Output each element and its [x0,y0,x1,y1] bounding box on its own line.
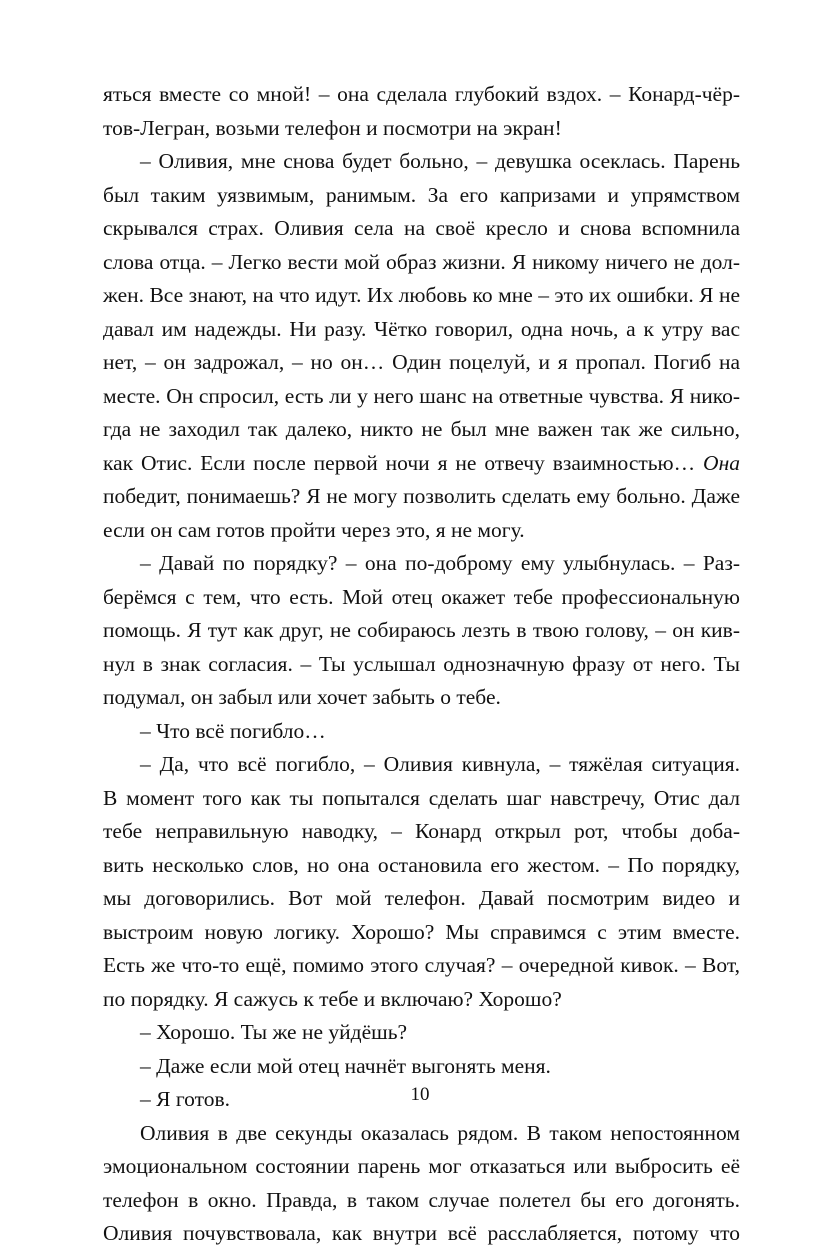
text-line-content: тов-Легран, возьми телефон и посмотри на экран! [103,115,562,140]
text-line [103,447,740,481]
text-line-content: слова отца. – Легко вести мой образ жизни. Я никому ничего не дол- [103,249,740,274]
text-line-content: нет, – он задрожал, – но он… Один поцелуй, и я пропал. Погиб на [103,350,740,374]
text-line-content: был таким уязвимым, ранимым. За его капризами и упрямством [103,182,740,207]
text-line-content: – Оливия, мне снова будет больно, – девушка осеклась. Парень [140,149,740,173]
text-line-content: – Давай по порядку? – она по-доброму ему улыбнулась. – Раз- [140,551,740,575]
text-line [103,715,740,749]
text-line-content: В момент того как ты попытался сделать шаг навстречу, Отис дал [103,785,740,810]
text-line-content: давал им надежды. Ни разу. Чётко говорил, одна ночь, а к утру вас [103,316,740,341]
text-line-content: яться вместе со мной! – она сделала глубокий вздох. – Конард-чёр- [103,82,740,106]
text-line-content: – Да, что всё погибло, – Оливия кивнула, – тяжёлая ситуация. [140,752,740,776]
text-line [103,916,740,950]
text-line [103,681,740,715]
text-line [103,1150,740,1184]
text-line [103,413,740,447]
text-line [103,882,740,916]
text-line-content: – Даже если мой отец начнёт выгонять меня. [140,1053,551,1078]
text-line-content: Оливия почувствовала, как внутри всё расслабляется, потому что [103,1221,740,1245]
text-line [103,514,740,548]
text-line-content: жен. Все знают, на что идут. Их любовь ко мне – это их ошибки. Я не [103,283,740,307]
text-line [103,581,740,615]
text-line [103,380,740,414]
text-line-content: – Я готов. [140,1087,230,1111]
text-line-content: нул в знак согласия. – Ты услышал однозначную фразу от него. Ты [103,651,740,676]
text-line-content: помощь. Я тут как друг, не собираюсь лезть в твою голову, – он кив- [103,618,740,642]
text-line [103,1016,740,1050]
text-line-content: подумал, он забыл или хочет забыть о тебе. [103,685,501,709]
text-line-content: берёмся с тем, что есть. Мой отец окажет тебе профессиональную [103,584,740,609]
text-line [103,346,740,380]
text-line-content: месте. Он спросил, есть ли у него шанс на ответные чувства. Я нико- [103,383,740,408]
text-line-content: телефон в окно. Правда, в таком случае полетел бы его догонять. [103,1187,740,1212]
text-line-content: скрывался страх. Оливия села на своё кресло и снова вспомнила [103,216,740,240]
text-line-content: эмоциональном состоянии парень мог отказаться или выбросить её [103,1154,740,1178]
text-line-content: Есть же что-то ещё, помимо этого случая? – очередной кивок. – Вот, [103,953,740,977]
text-line-content: выстроим новую логику. Хорошо? Мы справимся с этим вместе. [103,919,740,944]
text-line [103,782,740,816]
text-line [103,480,740,514]
text-line [103,1117,740,1151]
text-line [103,614,740,648]
italic-word: Она [703,450,740,475]
text-line-content: Оливия в две секунды оказалась рядом. В таком непостоянном [140,1120,740,1145]
text-line [103,1050,740,1084]
text-line [103,748,740,782]
text-line-content: как Отис. Если после первой ночи я не отвечу взаимностью… [103,450,704,475]
text-line-content: если он сам готов пройти через это, я не могу. [103,517,525,542]
text-line [103,78,740,112]
text-line [103,179,740,213]
text-line-content: победит, понимаешь? Я не могу позволить сделать ему больно. Даже [103,484,740,508]
text-line [103,313,740,347]
page-number: 10 [410,1084,430,1105]
text-line [103,112,740,146]
text-line-content: – Что всё погибло… [140,718,326,743]
text-line-content: вить несколько слов, но она остановила его жестом. – По порядку, [103,852,740,877]
text-line [103,949,740,983]
text-line [103,1217,740,1251]
text-line [103,983,740,1017]
text-line-content: – Хорошо. Ты же не уйдёшь? [140,1020,408,1044]
text-line [103,815,740,849]
text-line [103,145,740,179]
text-line [103,1184,740,1218]
text-line-content: мы договорились. Вот мой телефон. Давай посмотрим видео и [103,886,740,910]
text-line [103,849,740,883]
text-line-content: гда не заходил так далеко, никто не был мне важен так же сильно, [103,417,740,441]
text-line [103,212,740,246]
text-line [103,279,740,313]
text-line-content: по порядку. Я сажусь к тебе и включаю? Хорошо? [103,986,562,1011]
text-line-content: тебе неправильную наводку, – Конард открыл рот, чтобы доба- [103,819,740,843]
text-line [103,648,740,682]
text-line [103,547,740,581]
page-body-text [103,78,740,1251]
text-line [103,246,740,280]
